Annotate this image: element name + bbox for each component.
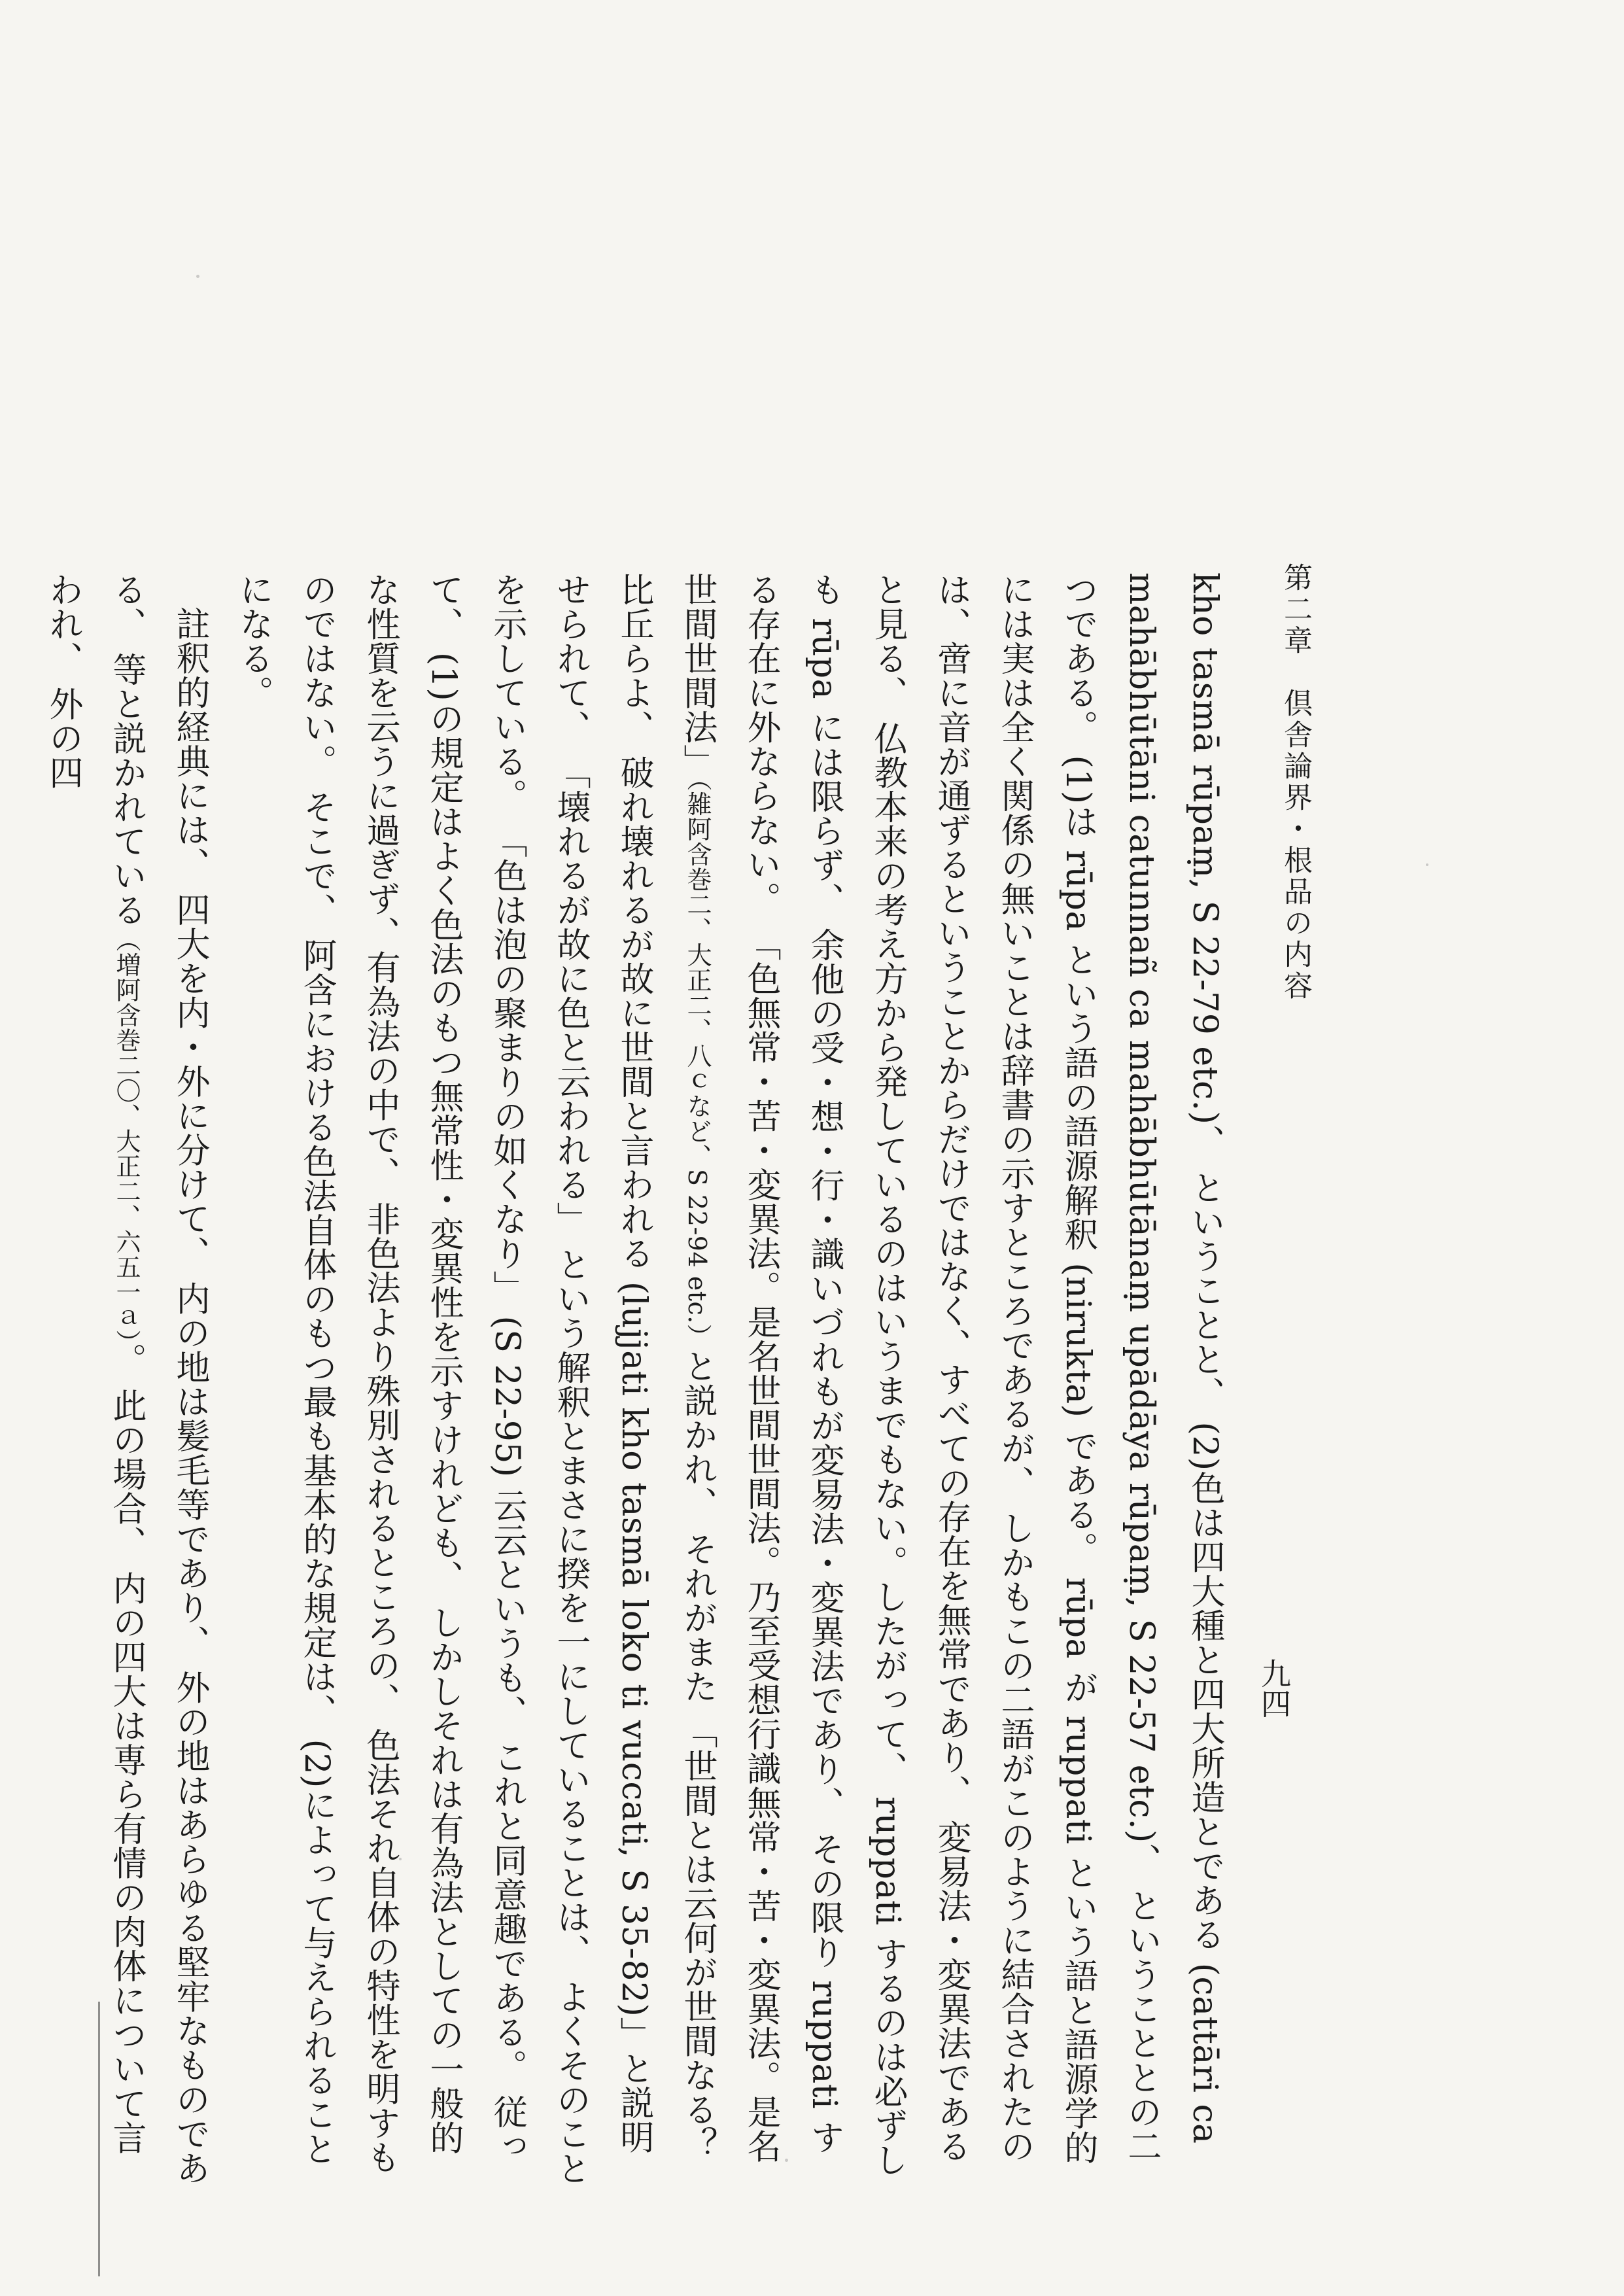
running-header-title: 第二章 倶舎論界・根品の内容 bbox=[1279, 563, 1312, 1002]
scan-speck bbox=[196, 275, 199, 278]
paragraph-2 bbox=[31, 572, 221, 2188]
scan-speck bbox=[785, 2159, 788, 2162]
paragraph-2-text-b: 。 此の場合、 内の四大は専ら有情の肉体について言われ、 外の四 bbox=[43, 572, 146, 2155]
paragraph-1 bbox=[221, 572, 1236, 2188]
paragraph-2-text-a: 註釈的経典には、 四大を内・外に分けて、 内の地は髪毛等であり、 外の地はあらゆる堅牢なものである、 等と説かれている bbox=[107, 572, 209, 2185]
scan-speck bbox=[399, 1858, 402, 1860]
paragraph-1-text-a: kho tasmā rūpaṃ, S 22-79 etc.)、 ということと、 (2)色は四大種と四大所造とである (cattāri ca mahābhūtāni catunnañ ca mahābhūtānaṃ upādāya rūpaṃ, S 22-57 etc.)、 ということとの二つである。 (1)は rūpa という語の語源解釈 (nirukta) である。 rūpa が ruppati という語と語源学的には実は全く関係の無いことは辞書の示すところであるが、 しかもこの二語がこのように結合されたのは、啻に音が通ずるということからだけではなく、すべての存在を無常であり、 変易法・変異法であると見る、 仏教本来の考え方から発しているのはいうまでもない。したがって、 ruppati するのは必ずしも rūpa には限らず、 余他の受・想・行・識いづれもが変易法・変異法であり、 その限り ruppati する存在に外ならない。 「色無常・苦・変異法。是名世間世間法。乃至受想行識無常・苦・変異法。是名世間世間法」 bbox=[678, 572, 1224, 2178]
scan-speck bbox=[1426, 863, 1428, 866]
page-number: 九四 bbox=[1256, 1658, 1292, 1718]
citation-note: （雑阿含巻二、大正二、八ｃなど、S 22-94 etc.） bbox=[683, 778, 712, 1349]
main-body-text bbox=[43, 572, 1236, 2188]
scan-margin-line bbox=[98, 2002, 100, 2276]
citation-note: （増阿含巻二〇、大正二、六五一ａ） bbox=[112, 927, 141, 1343]
paragraph-1-text-b: と説かれ、 それがまた 「世間とは云何が世間なる？ 比丘らよ、 破れ壊れるが故に世間と言われる (lujjati kho tasmā loko ti vuccati, S 35-82)」と説明せられて、 「壊れるが故に色と云われる」 という解釈とまさに揆を一にしていることは、 よくそのことを示している。 「色は泡の聚まりの如くなり」 (S 22-95) 云云というも、 これと同意趣である。 従って、 (1)の規定はよく色法のもつ無常性・変異性を示すけれども、 しかしそれは有為法としての一般的な性質を云うに過ぎず、有為法の中で、 非色法より殊別されるところの、 色法それ自体の特性を明すものではない。 そこで、 阿含における色法自体のもつ最も基本的な規定は、 (2)によって与えられることになる。 bbox=[233, 572, 717, 2186]
